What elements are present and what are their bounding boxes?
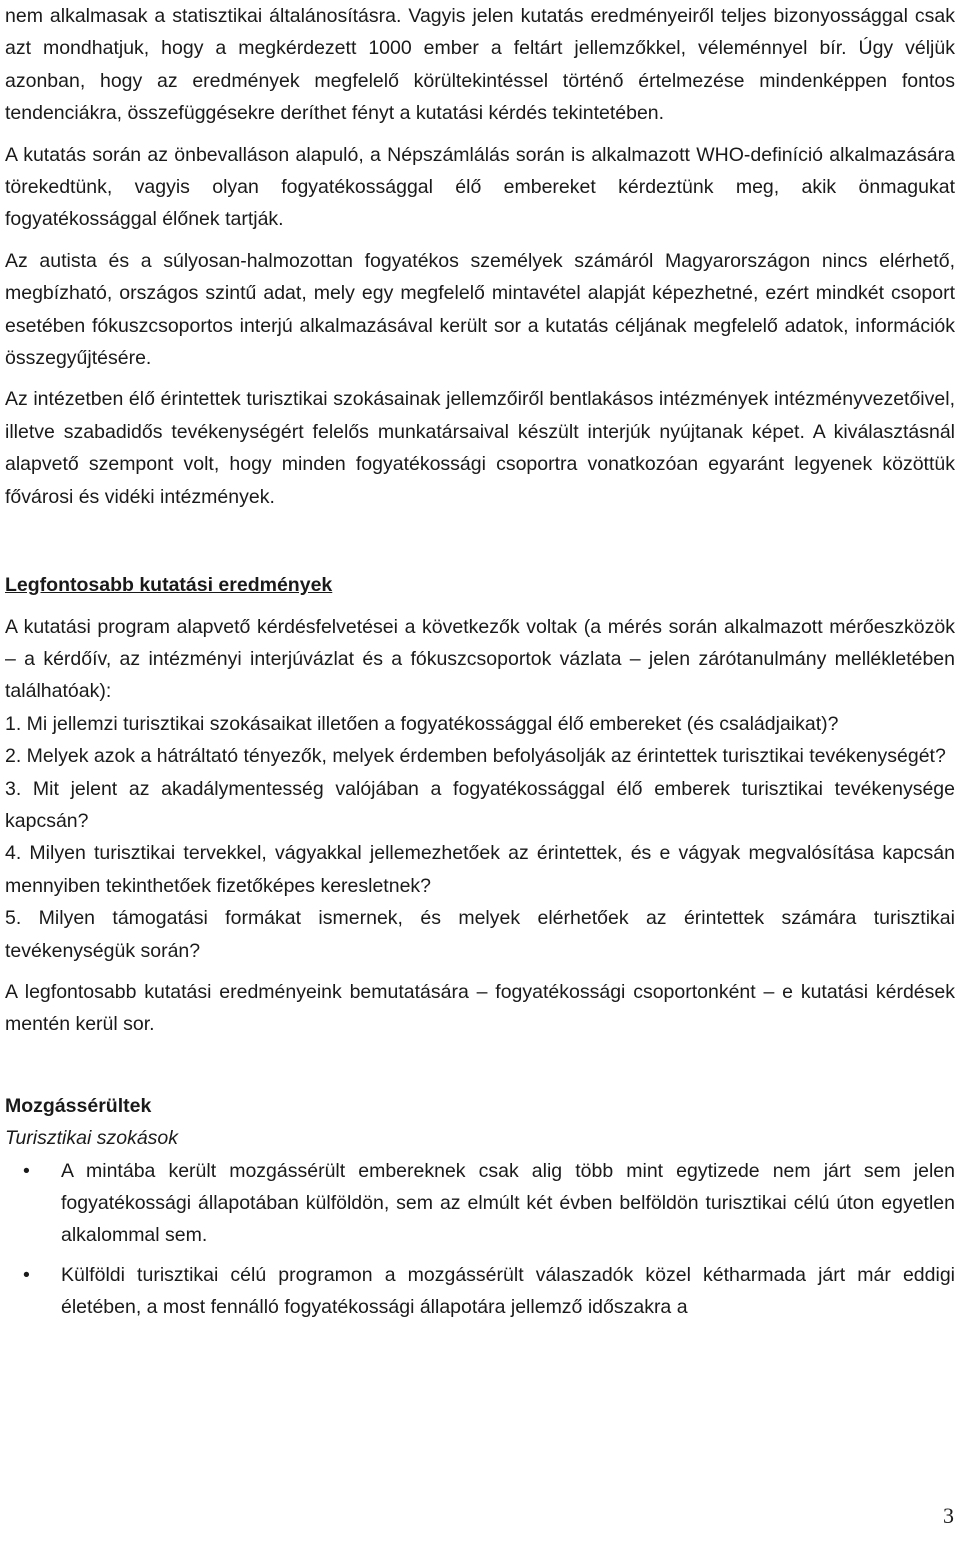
section-heading-mobility-impaired: Mozgássérültek [5, 1094, 152, 1117]
page-number: 3 [943, 1503, 954, 1528]
bullet-icon: • [23, 1159, 30, 1182]
paragraph-focus-groups: Az autista és a súlyosan-halmozottan fogyatékos személyek számáról Magyarországon nincs elérhető, megbízható, országos szintű adat, mely egy megfelelő mintavétel alapját képezhetné, ezért mindkét csoport esetében fókuszcsoportos interjú alkalmazásával került sor a kutatás céljának megfelelő adatok, információk összegyűjtésére. [5, 249, 955, 370]
paragraph-research-questions-intro: A kutatási program alapvető kérdésfelvetései a következők voltak (a mérés során alkalmazott mérőeszközök – a kérdőív, az intézményi interjúvázlat és a fókuszcsoportok vázlata – jelen zárótanulmány mellékletében találhatóak): [5, 615, 955, 703]
subheading-tourism-habits: Turisztikai szokások [5, 1127, 179, 1150]
research-question-1: 1. Mi jellemzi turisztikai szokásaikat illetően a fogyatékossággal élő embereket (és családjaikat)? [5, 712, 839, 735]
list-item [5, 1155, 955, 1252]
bullet-list [5, 1155, 955, 1324]
paragraph-institution-interviews: Az intézetben élő érintettek turisztikai szokásainak jellemzőiről bentlakásos intézmények intézményvezetőivel, illetve szabadidős tevékenységért felelős munkatársaival készült interjúk nyújtanak képet. A kiválasztásnál alapvető szempont volt, hogy minden fogyatékossági csoportra vonatkozóan egyaránt legyenek közöttük fővárosi és vidéki intézmények. [5, 388, 955, 508]
bullet-icon: • [23, 1263, 30, 1286]
list-item-text: A mintába került mozgássérült embereknek csak alig több mint egytizede nem járt sem jelen fogyatékossági állapotában külföldön, sem az elmúlt két évben belföldön turisztikai célú úton egyetlen alkalommal sem. [61, 1159, 955, 1247]
research-question-4: 4. Milyen turisztikai tervekkel, vágyakkal jellemezhetőek az érintettek, és e vágyak megvalósítása kapcsán mennyiben tekinthetőek fizetőképes keresletnek? [5, 842, 955, 897]
paragraph-statistical-note: nem alkalmasak a statisztikai általánosításra. Vagyis jelen kutatás eredményeiről teljes bizonyossággal csak azt mondhatjuk, hogy a megkérdezett 1000 ember a feltárt jellemzőkkel, véleménnyel bír. Úgy véljük azonban, hogy az eredmények megfelelő körültekintéssel történő értelmezése mindenképpen fontos tendenciákra, összefüggésekre deríthet fényt a kutatási kérdés tekintetében. [5, 5, 955, 125]
page-content [5, 0, 955, 1324]
research-question-5: 5. Milyen támogatási formákat ismernek, és melyek elérhetőek az érintettek számára turisztikai tevékenységük során? [5, 907, 955, 962]
paragraph-who-definition: A kutatás során az önbevalláson alapuló, a Népszámlálás során is alkalmazott WHO-definíció alkalmazására törekedtünk, vagyis olyan fogyatékossággal élő embereket kérdeztünk meg, akik önmagukat fogyatékossággal élőnek tartják. [5, 143, 955, 231]
list-item [5, 1259, 955, 1324]
list-item-text: Külföldi turisztikai célú programon a mozgássérült válaszadók közel kétharmada járt már eddigi életében, a most fennálló fogyatékossági állapotára jellemző időszakra a [61, 1263, 955, 1319]
section-heading-key-results: Legfontosabb kutatási eredmények [5, 574, 333, 597]
research-question-3: 3. Mit jelent az akadálymentesség valójában a fogyatékossággal élő emberek turisztikai tevékenysége kapcsán? [5, 777, 955, 832]
research-question-2: 2. Melyek azok a hátráltató tényezők, melyek érdemben befolyásolják az érintettek turisztikai tevékenységét? [5, 745, 946, 768]
paragraph-results-presentation: A legfontosabb kutatási eredményeink bemutatására – fogyatékossági csoportonként – e kutatási kérdések mentén kerül sor. [5, 980, 955, 1036]
